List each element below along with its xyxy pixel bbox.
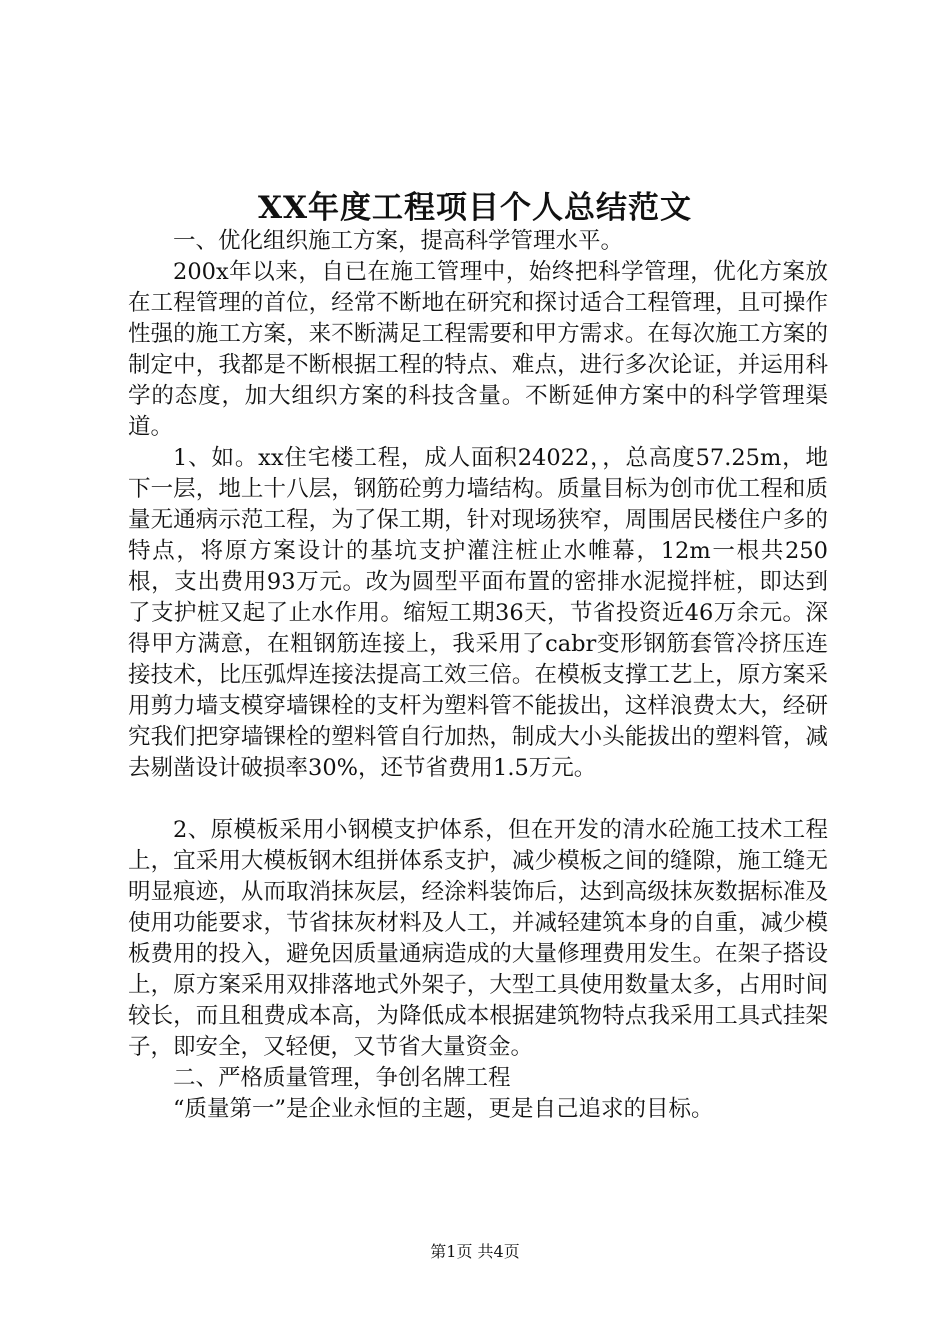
document-title: XX年度工程项目个人总结范文 — [257, 190, 693, 226]
paragraph-item-1: 1、如。xx住宅楼工程，成人面积24022，，总高度57.25m，地下一层，地上十八层，钢筋砼剪力墙结构。质量目标为创市优工程和质量无通病示范工程，为了保工期，针对现场狭窄，周围居民楼住户多的特点，将原方案设计的基坑支护灌注桩止水帷幕，12m一根共250根，支出费用93万元。改为圆型平面布置的密排水泥搅拌桩，即达到了支护桩又起了止水作用。缩短工期36天，节省投资近46万余元。深得甲方满意，在粗钢筋连接上，我采用了cabr变形钢筋套管冷挤压连接技术，比压弧焊连接法提高工效三倍。在模板支撑工艺上，原方案采用剪力墙支模穿墙锞栓的支杆为塑料管不能拔出，这样浪费太大，经研究我们把穿墙锞栓的塑料管自行加热，制成大小头能拔出的塑料管，减去剔凿设计破损率30%，还节省费用1.5万元。 — [128, 445, 828, 781]
section-heading-2: 二、严格质量管理，争创名牌工程 — [173, 1065, 511, 1091]
page-indicator: 第1页 共4页 — [430, 1242, 520, 1261]
paragraph-quality: “质量第一”是企业永恒的主题，更是自己追求的目标。 — [173, 1096, 714, 1122]
section-heading-1: 一、优化组织施工方案，提高科学管理水平。 — [173, 228, 624, 254]
paragraph-item-2: 2、原模板采用小钢模支护体系，但在开发的清水砼施工技术工程上，宜采用大模板钢木组拼体系支护，减少模板之间的缝隙，施工缝无明显痕迹，从而取消抹灰层，经涂料装饰后，达到高级抹灰数据标准及使用功能要求，节省抹灰材料及人工，并减轻建筑本身的自重，减少模板费用的投入，避免因质量通病造成的大量修理费用发生。在架子搭设上，原方案采用双排落地式外架子，大型工具使用数量太多，占用时间较长，而且租费成本高，为降低成本根据建筑物特点我采用工具式挂架子，即安全，又轻便，又节省大量资金。 — [128, 817, 828, 1060]
paragraph-intro: 200x年以来，自已在施工管理中，始终把科学管理，优化方案放在工程管理的首位，经常不断地在研究和探讨适合工程管理，且可操作性强的施工方案，来不断满足工程需要和甲方需求。在每次施工方案的制定中，我都是不断根据工程的特点、难点，进行多次论证，并运用科学的态度，加大组织方案的科技含量。不断延伸方案中的科学管理渠道。 — [128, 259, 828, 440]
document-body — [128, 226, 828, 1125]
page-footer — [0, 1240, 950, 1264]
